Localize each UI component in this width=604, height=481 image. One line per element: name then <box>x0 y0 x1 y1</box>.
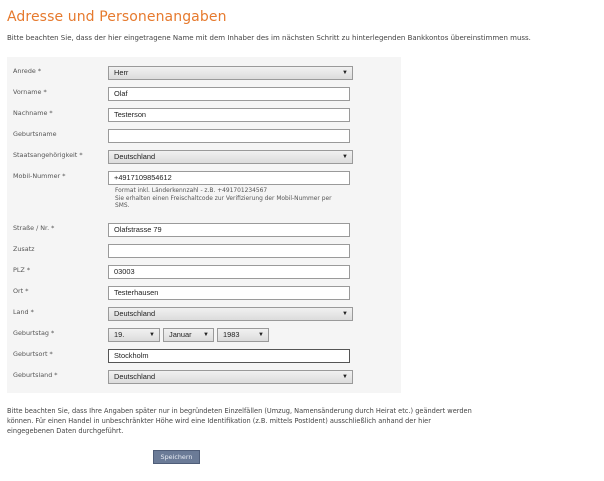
nachname-input[interactable]: Testerson <box>108 108 350 122</box>
geburtstag-month-value: Januar <box>169 330 192 339</box>
dropdown-arrow-icon: ▼ <box>342 70 348 76</box>
label-zusatz: Zusatz <box>13 245 35 253</box>
geburtsname-input[interactable] <box>108 129 350 143</box>
mobil-input[interactable]: +4917109854612 <box>108 171 350 185</box>
staatsangehoerigkeit-value: Deutschland <box>114 152 156 161</box>
label-mobil: Mobil-Nummer * <box>13 172 66 180</box>
zusatz-input[interactable] <box>108 244 350 258</box>
label-land: Land * <box>13 308 34 316</box>
label-geburtstag: Geburtstag * <box>13 329 55 337</box>
footer-note <box>7 407 472 436</box>
geburtstag-day-select[interactable] <box>108 328 160 342</box>
footer-note-line: eingegebenen Daten durchgeführt. <box>7 426 124 435</box>
label-plz: PLZ * <box>13 266 31 274</box>
label-nachname: Nachname * <box>13 109 53 117</box>
dropdown-arrow-icon: ▼ <box>342 154 348 160</box>
dropdown-arrow-icon: ▼ <box>258 332 264 338</box>
geburtstag-year-select[interactable] <box>217 328 269 342</box>
geburtstag-year-value: 1983 <box>223 330 240 339</box>
intro-text: Bitte beachten Sie, dass der hier eingetragene Name mit dem Inhaber des im nächsten Schritt zu hinterlegenden Bankkontos übereinstimmen muss. <box>7 34 531 42</box>
mobil-hint-line: Sie erhalten einen Freischaltcode zur Verifizierung der Mobil-Nummer per <box>115 195 332 202</box>
label-vorname: Vorname * <box>13 88 47 96</box>
dropdown-arrow-icon: ▼ <box>203 332 209 338</box>
mobil-hint-line: Format inkl. Länderkennzahl - z.B. +491701234567 <box>115 188 268 194</box>
dropdown-arrow-icon: ▼ <box>342 311 348 317</box>
label-anrede: Anrede * <box>13 67 42 75</box>
dropdown-arrow-icon: ▼ <box>149 332 155 338</box>
ort-input[interactable]: Testerhausen <box>108 286 350 300</box>
plz-input[interactable]: 03003 <box>108 265 350 279</box>
strasse-input[interactable]: Olafstrasse 79 <box>108 223 350 237</box>
geburtstag-month-select[interactable] <box>163 328 214 342</box>
footer-note-line: können. Für einen Handel in unbeschränkter Höhe wird eine Identifikation (z.B. mittels PostIdent) ausschließlich anhand der hier <box>7 416 431 425</box>
anrede-select[interactable] <box>108 66 353 80</box>
staatsangehoerigkeit-select[interactable] <box>108 150 353 164</box>
land-value: Deutschland <box>114 309 156 318</box>
footer-note-line: Bitte beachten Sie, dass Ihre Angaben später nur in begründeten Einzelfällen (Umzug, Namensänderung durch Heirat etc.) geändert werden <box>7 407 472 415</box>
geburtsland-value: Deutschland <box>114 372 156 381</box>
label-geburtsland: Geburtsland * <box>13 371 58 379</box>
mobil-hint-line: SMS. <box>115 203 130 210</box>
anrede-value: Herr <box>114 68 129 77</box>
label-staatsangehoerigkeit: Staatsangehörigkeit * <box>13 151 83 159</box>
personal-data-form <box>7 57 401 393</box>
land-select[interactable] <box>108 307 353 321</box>
page-title: Adresse und Personenangaben <box>7 9 227 25</box>
save-button[interactable]: Speichern <box>153 450 200 464</box>
label-ort: Ort * <box>13 287 29 295</box>
geburtsort-input[interactable]: Stockholm <box>108 349 350 363</box>
label-strasse: Straße / Nr. * <box>13 224 55 232</box>
geburtstag-day-value: 19. <box>114 330 125 339</box>
geburtsland-select[interactable] <box>108 370 353 384</box>
dropdown-arrow-icon: ▼ <box>342 374 348 380</box>
label-geburtsort: Geburtsort * <box>13 350 53 358</box>
mobil-hint <box>115 188 355 211</box>
vorname-input[interactable]: Olaf <box>108 87 350 101</box>
label-geburtsname: Geburtsname <box>13 130 57 138</box>
